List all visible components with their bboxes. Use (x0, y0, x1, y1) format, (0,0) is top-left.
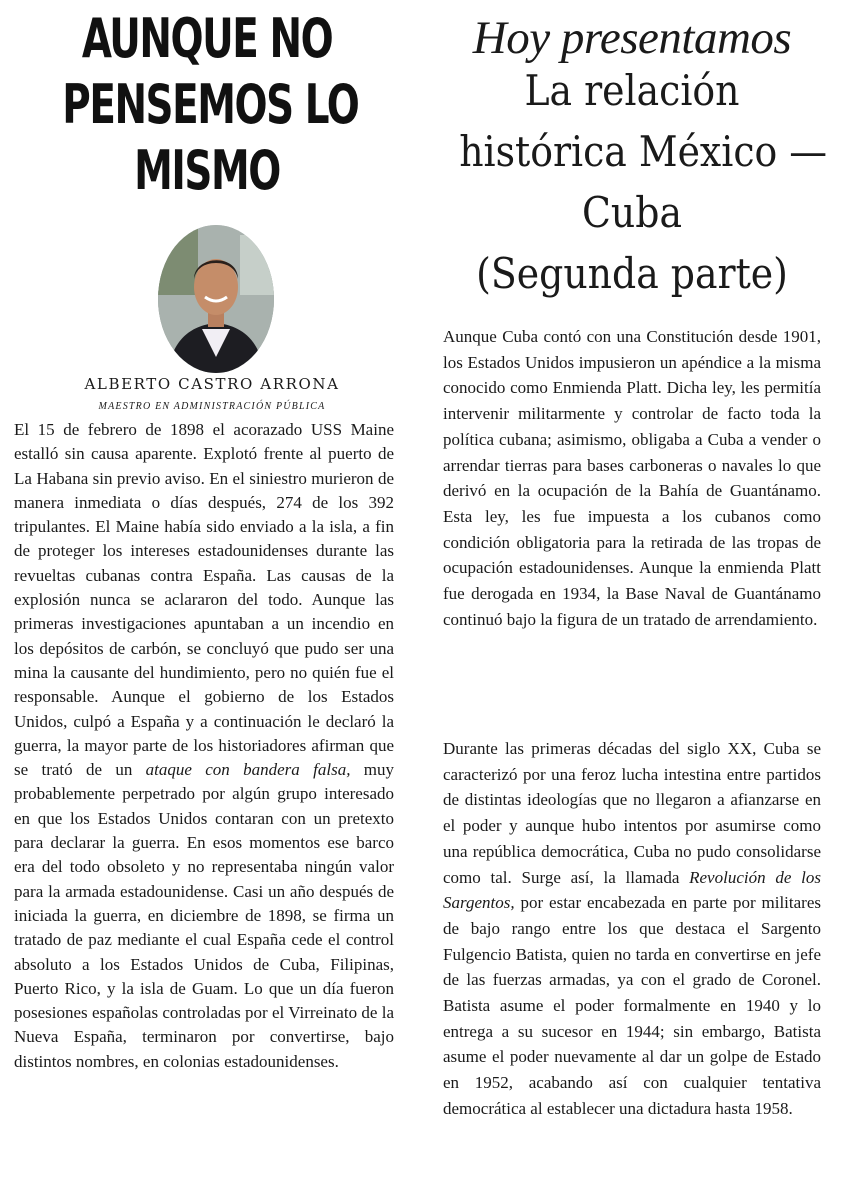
section-kicker: Hoy presentamos (472, 12, 792, 64)
author-title: MAESTRO EN ADMINISTRACIÓN PÚBLICA (98, 401, 326, 412)
body-text-segment: Durante las primeras décadas del siglo XX, Cuba se caracterizó por una feroz lucha intestina entre partidos de distintas ideologías que no llegaron a afianzarse en el poder y aunque hubo intentos por asumirse como una república democrática, Cuba no pudo consolidarse como tal. Surge así, la llamada (443, 739, 821, 887)
body-italic-phrase: Revolución de los Sargentos, (443, 867, 821, 913)
body-italic-phrase: ataque con bandera falsa, (145, 760, 351, 780)
author-photo (158, 225, 274, 373)
headline-line: PENSEMOS LO (62, 73, 359, 136)
right-paragraph-1: Aunque Cuba contó con una Constitución desde 1901, los Estados Unidos impusieron un apéndice a la misma conocido como Enmienda Platt. Dicha ley, les permitía intervenir militarmente y controlar de facto toda la política cubana; asimismo, obligaba a Cuba a vender o arrendar tierras para bases carboneras o navales lo que derivó en la ocupación de la Bahía de Guantánamo. Esta ley, les fue impuesta a los cubanos como condición obligatoria para la retirada de las tropas de ocupación estadounidenses. Aunque la enmienda Platt fue derogada en 1934, la Base Naval de Guantánamo continuó bajo la figura de un tratado de arrendamiento. (443, 327, 821, 629)
left-column (6, 0, 408, 1071)
headline-line: AUNQUE NO (81, 7, 333, 70)
body-text-segment: por estar encabezada en parte por militares de bajo rango entre los que destaca el Sargento Fulgencio Batista, quien no tarda en convertirse en jefe de las fuerzas armadas, ya con el grado de Coronel. Batista asume el poder formalmente en 1940 y lo entrega a su sucesor en 1944; sin embargo, Batista asume el poder nuevamente al dar un golpe de Estado en 1952, acabando así con cualquier tentativa democrática al establecer una dictadura hasta 1958. (443, 893, 821, 1118)
body-text-segment: muy probablemente perpetrado por algún grupo interesado en que los Estados Unidos contaran con un pretexto para declarar la guerra. En esos momentos ese barco era del todo obsoleto y no representaba ningún valor para la armada estadounidense. Casi un año después de iniciada la guerra, en diciembre de 1898, se firma un tratado de paz mediante el cual España cede el control absoluto a los Estados Unidos de Cuba, Filipinas, Puerto Rico, y la isla de Guam. Lo que un día fueron posesiones españolas controladas por el Virreinato de la Nueva España, terminaron por convertirse, bajo distintos nombres, en colonias estadounidenses. (14, 760, 394, 1071)
right-column (440, 0, 828, 1118)
headline (62, 6, 359, 204)
title-line: histórica México — (459, 127, 828, 176)
title-line: Cuba (581, 188, 683, 237)
author-portrait-icon (158, 225, 274, 373)
article-title (459, 60, 828, 304)
headline-line: MISMO (134, 139, 280, 202)
author-name: ALBERTO CASTRO ARRONA (84, 375, 340, 393)
left-body-text (14, 418, 394, 1074)
title-line: (Segunda parte) (476, 249, 788, 298)
body-text-segment: El 15 de febrero de 1898 el acorazado USS Maine estalló sin causa aparente. Explotó frente al puerto de La Habana sin previo aviso. En el siniestro murieron de manera inmediata o días después, 274 de los 392 tripulantes. El Maine había sido enviado a la isla, a fin de proteger los intereses estadounidenses durante las revueltas cubanas contra España. Las causas de la explosión nunca se aclararon del todo. Aunque las primeras investigaciones apuntaban a un incendio en los depósitos de carbón, se concluyó que pudo ser una mina la causante del hundimiento, pero no quién fue el responsable. Aunque el gobierno de los Estados Unidos, culpó a España y a continuación le declaró la guerra, la mayor parte de los historiadores afirman que se trató de un (14, 420, 394, 780)
title-line: La relación (524, 66, 740, 115)
right-paragraph-2 (443, 736, 821, 1122)
